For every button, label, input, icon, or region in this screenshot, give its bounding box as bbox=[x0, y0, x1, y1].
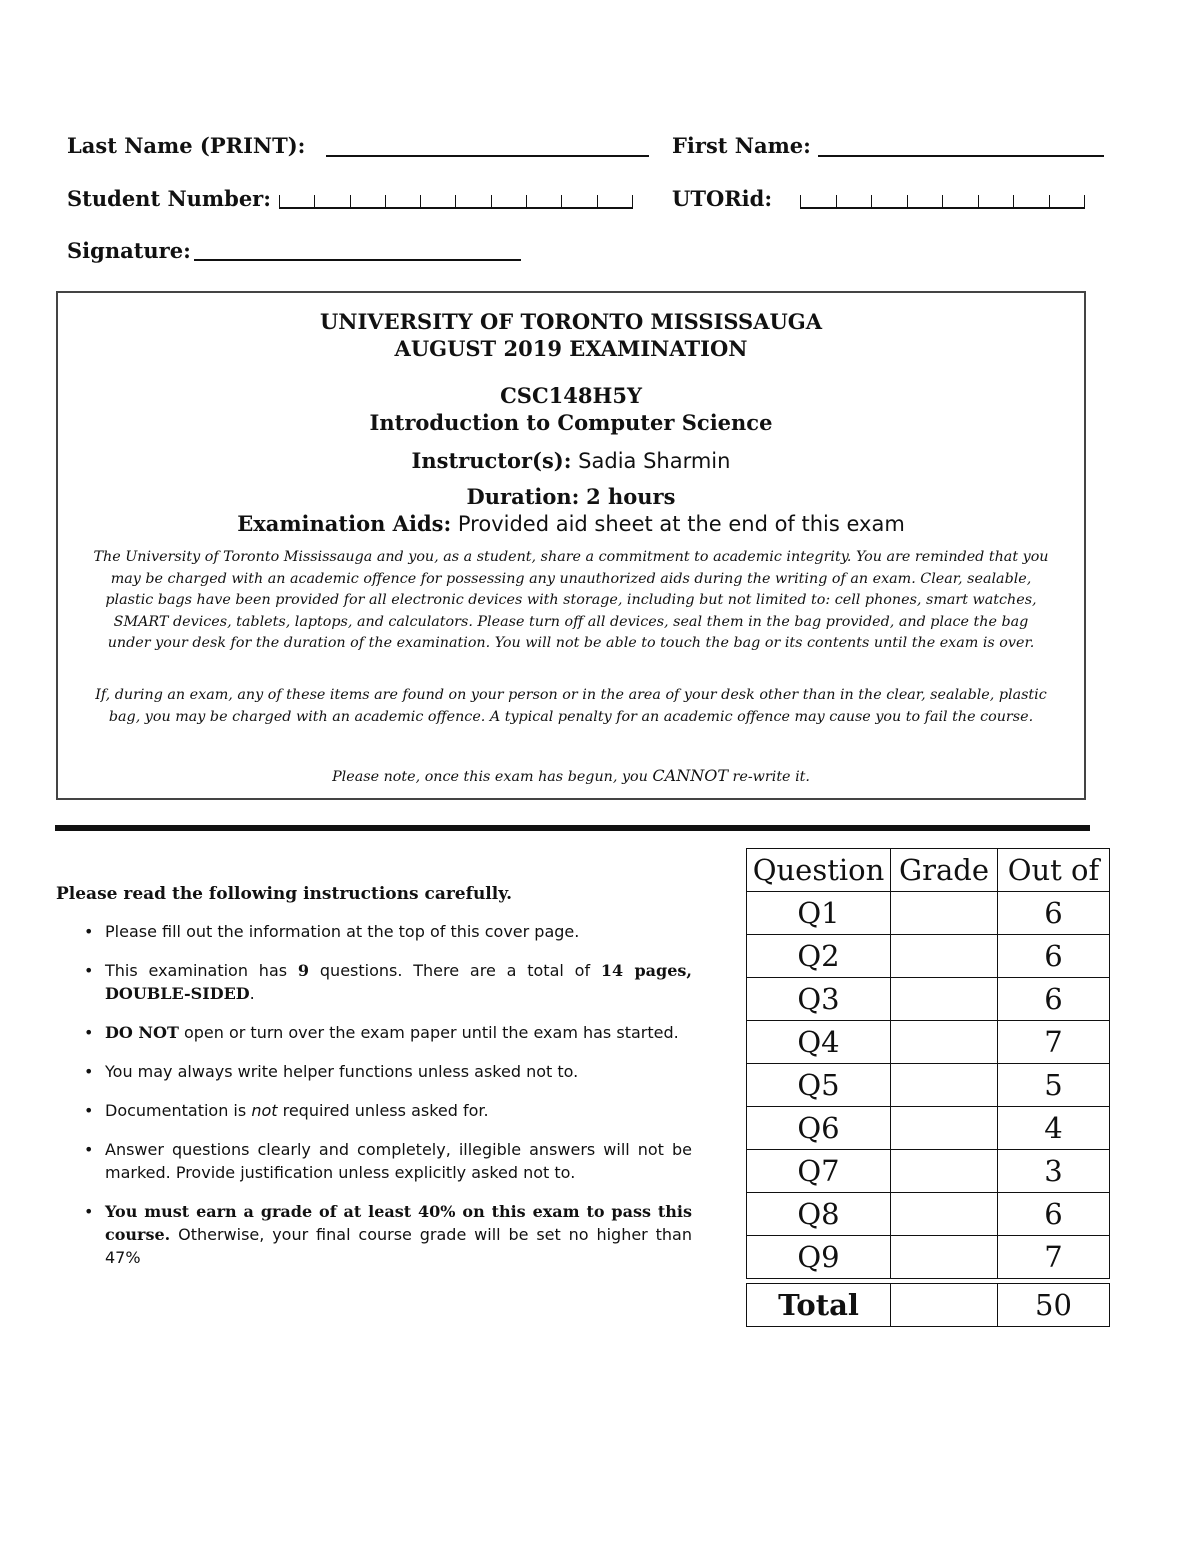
instructor-line bbox=[58, 448, 1084, 473]
instructions-list bbox=[80, 920, 692, 1285]
total-label: Total bbox=[747, 1284, 891, 1327]
grade-table bbox=[746, 848, 1110, 1327]
question-cell: Q7 bbox=[747, 1150, 891, 1193]
university-name: UNIVERSITY OF TORONTO MISSISSAUGA bbox=[319, 309, 823, 334]
grade-cell bbox=[891, 978, 998, 1021]
table-row bbox=[747, 978, 1110, 1021]
instruction-item: • Answer questions clearly and completely, illegible answers will not be marked. Provide justification unless explicitly asked not to. bbox=[80, 1138, 692, 1184]
table-row bbox=[747, 1236, 1110, 1279]
grade-cell bbox=[891, 1064, 998, 1107]
grade-table-header bbox=[747, 849, 1110, 892]
table-row bbox=[747, 1064, 1110, 1107]
grade-cell bbox=[891, 935, 998, 978]
aids-line bbox=[58, 511, 1084, 536]
integrity-paragraph: The University of Toronto Mississauga and you, as a student, share a commitment to academic integrity. You are reminded that you may be charged with an academic offence for possessing any unauthorized aids during the writing of an exam. Clear, sealable, plastic bags have been provided for all electronic devices with storage, including but not limited to: cell phones, smart watches, SMART devices, tablets, laptops, and calculators. Please turn off all devices, seal them in the bag provided, and place the bag under your desk for the duration of the examination. You will not be able to touch the bag or its contents until the exam is over. bbox=[93, 549, 1049, 651]
rewrite-note-before: Please note, once this exam has begun, you bbox=[332, 769, 648, 785]
table-row bbox=[747, 1107, 1110, 1150]
out-of-cell: 4 bbox=[998, 1107, 1110, 1150]
question-cell: Q3 bbox=[747, 978, 891, 1021]
out-of-cell: 7 bbox=[998, 1236, 1110, 1279]
section-divider bbox=[55, 825, 1090, 831]
out-of-cell: 3 bbox=[998, 1150, 1110, 1193]
first-name-label: First Name: bbox=[672, 133, 811, 158]
aids-label: Examination Aids: bbox=[237, 511, 452, 536]
signature-label: Signature: bbox=[67, 238, 191, 263]
instructor-name: Sadia Sharmin bbox=[578, 449, 731, 473]
instruction-item: • DO NOT open or turn over the exam paper until the exam has started. bbox=[80, 1021, 692, 1044]
utorid-field[interactable] bbox=[800, 195, 1085, 209]
question-cell: Q4 bbox=[747, 1021, 891, 1064]
student-number-field[interactable] bbox=[279, 195, 633, 209]
out-of-cell: 7 bbox=[998, 1021, 1110, 1064]
table-row bbox=[747, 1021, 1110, 1064]
grade-cell bbox=[891, 892, 998, 935]
header-grade: Grade bbox=[891, 849, 998, 892]
question-cell: Q2 bbox=[747, 935, 891, 978]
total-out-of-cell: 50 bbox=[998, 1284, 1110, 1327]
out-of-cell: 5 bbox=[998, 1064, 1110, 1107]
header-question: Question bbox=[747, 849, 891, 892]
question-cell: Q1 bbox=[747, 892, 891, 935]
exam-info-box bbox=[56, 291, 1086, 800]
duration-value: 2 hours bbox=[586, 484, 676, 509]
grade-cell bbox=[891, 1021, 998, 1064]
total-grade-cell bbox=[891, 1284, 998, 1327]
header-out-of: Out of bbox=[998, 849, 1110, 892]
grade-cell bbox=[891, 1107, 998, 1150]
instructor-label: Instructor(s): bbox=[411, 448, 572, 473]
instruction-item: • Please fill out the information at the top of this cover page. bbox=[80, 920, 692, 943]
utorid-label: UTORid: bbox=[672, 186, 773, 211]
table-row bbox=[747, 1193, 1110, 1236]
course-title: Introduction to Computer Science bbox=[369, 410, 773, 435]
first-name-field[interactable] bbox=[818, 155, 1104, 157]
signature-field[interactable] bbox=[194, 259, 521, 261]
table-row bbox=[747, 935, 1110, 978]
penalty-paragraph: If, during an exam, any of these items are found on your person or in the area of your desk other than in the clear, sealable, plastic bag, you may be charged with an academic offence. A typical penalty for an academic offence may cause you to fail the course. bbox=[95, 687, 1047, 725]
instruction-item: • You may always write helper functions unless asked not to. bbox=[80, 1060, 692, 1083]
grade-cell bbox=[891, 1236, 998, 1279]
duration-label: Duration: bbox=[466, 484, 580, 509]
aids-value: Provided aid sheet at the end of this exam bbox=[457, 512, 905, 536]
course-code: CSC148H5Y bbox=[500, 383, 642, 408]
table-row bbox=[747, 1150, 1110, 1193]
question-cell: Q8 bbox=[747, 1193, 891, 1236]
rewrite-note-after: re-write it. bbox=[732, 769, 810, 785]
out-of-cell: 6 bbox=[998, 892, 1110, 935]
out-of-cell: 6 bbox=[998, 935, 1110, 978]
instruction-item: • Documentation is not required unless asked for. bbox=[80, 1099, 692, 1122]
question-cell: Q6 bbox=[747, 1107, 891, 1150]
student-number-label: Student Number: bbox=[67, 186, 272, 211]
question-cell: Q9 bbox=[747, 1236, 891, 1279]
grade-cell bbox=[891, 1150, 998, 1193]
rewrite-note bbox=[58, 765, 1084, 789]
grade-cell bbox=[891, 1193, 998, 1236]
total-row bbox=[747, 1284, 1110, 1327]
instruction-item: • This examination has 9 questions. There are a total of 14 pages, DOUBLE-SIDED. bbox=[80, 959, 692, 1005]
duration-line bbox=[58, 484, 1084, 509]
out-of-cell: 6 bbox=[998, 1193, 1110, 1236]
instructions-title: Please read the following instructions carefully. bbox=[56, 884, 513, 904]
instruction-item: • You must earn a grade of at least 40% on this exam to pass this course. Otherwise, your final course grade will be set no higher than 47% bbox=[80, 1200, 692, 1269]
table-row bbox=[747, 892, 1110, 935]
question-cell: Q5 bbox=[747, 1064, 891, 1107]
out-of-cell: 6 bbox=[998, 978, 1110, 1021]
exam-session: AUGUST 2019 EXAMINATION bbox=[394, 336, 748, 361]
rewrite-note-emph: CANNOT bbox=[652, 766, 728, 785]
last-name-label: Last Name (PRINT): bbox=[67, 133, 306, 158]
last-name-field[interactable] bbox=[326, 155, 649, 157]
